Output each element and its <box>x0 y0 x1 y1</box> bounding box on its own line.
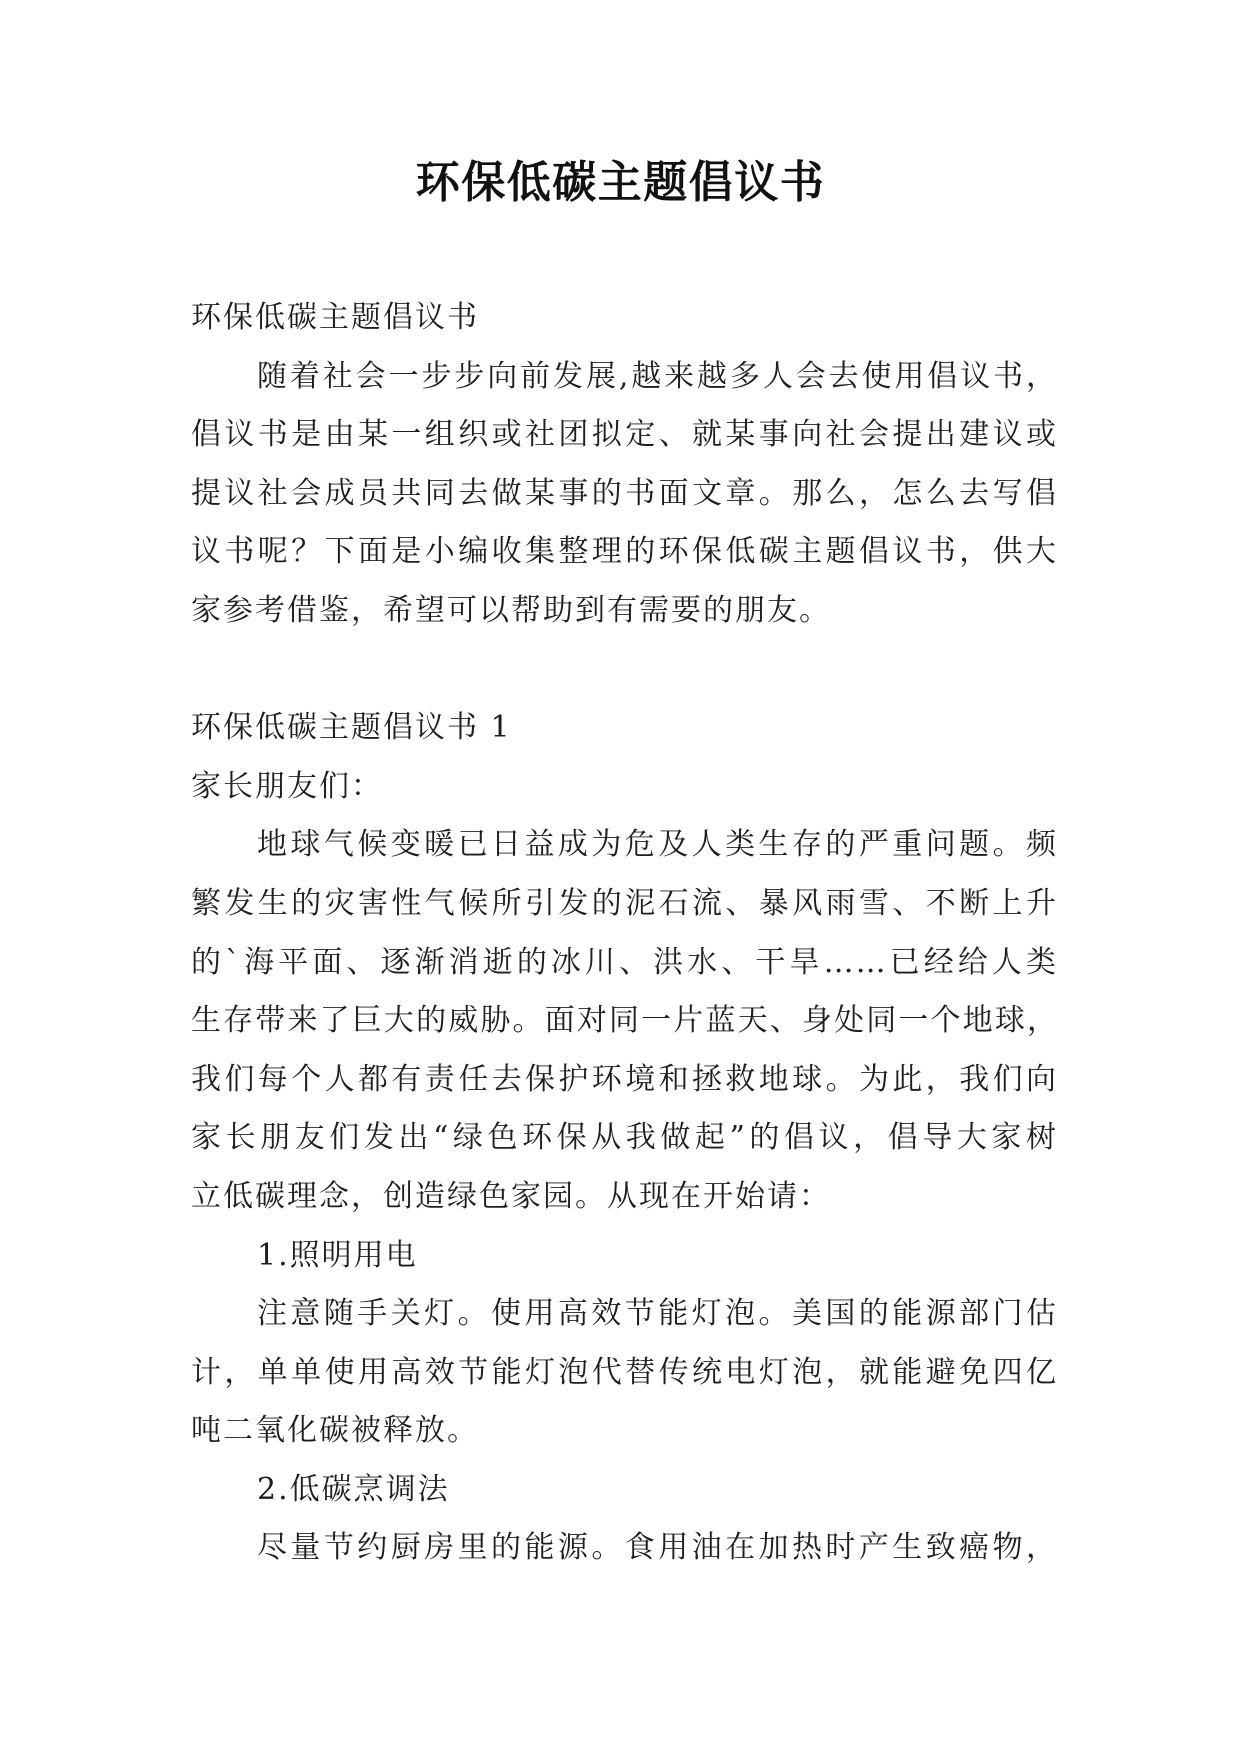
paragraph-line: 计，单单使用高效节能灯泡代替传统电灯泡，就能避免四亿 <box>191 1354 1058 1390</box>
paragraph-line: 家长朋友们发出“绿色环保从我做起”的倡议，倡导大家树 <box>191 1120 1058 1156</box>
paragraph-line: 家参考借鉴，希望可以帮助到有需要的朋友。 <box>191 592 831 628</box>
paragraph-line: 随着社会一步步向前发展,越来越多人会去使用倡议书， <box>257 358 1058 394</box>
paragraph-line: 立低碳理念，创造绿色家园。从现在开始请： <box>191 1178 831 1214</box>
list-item-cooking <box>191 1461 1058 1578</box>
salutation: 家长朋友们： <box>191 768 383 804</box>
list-item-lighting <box>191 1227 1058 1461</box>
document-title: 环保低碳主题倡议书 <box>415 157 826 208</box>
paragraph-line: 地球气候变暖已日益成为危及人类生存的严重问题。频 <box>257 827 1058 863</box>
paragraph-line: 倡议书是由某一组织或社团拟定、就某事向社会提出建议或 <box>191 417 1058 453</box>
paragraph-line: 提议社会成员共同去做某事的书面文章。那么，怎么去写倡 <box>191 475 1058 511</box>
blank-line <box>191 641 1058 700</box>
section-heading: 环保低碳主题倡议书 1 <box>191 710 512 746</box>
paragraph-line: 吨二氧化碳被释放。 <box>191 1413 479 1449</box>
intro-heading: 环保低碳主题倡议书 <box>191 300 479 335</box>
list-item-heading: 1.照明用电 <box>257 1237 418 1273</box>
paragraph-line: 议书呢？下面是小编收集整理的环保低碳主题倡议书，供大 <box>191 534 1058 570</box>
document-body <box>191 289 1058 1578</box>
paragraph-line: 生存带来了巨大的威胁。面对同一片蓝天、身处同一个地球， <box>191 1003 1058 1039</box>
paragraph-line: 注意随手关灯。使用高效节能灯泡。美国的能源部门估 <box>257 1296 1058 1332</box>
list-item-heading: 2.低碳烹调法 <box>257 1471 450 1507</box>
paragraph-line: 尽量节约厨房里的能源。食用油在加热时产生致癌物， <box>257 1530 1058 1566</box>
section-paragraph <box>191 816 1058 1226</box>
intro-paragraph <box>191 348 1058 641</box>
paragraph-line: 我们每个人都有责任去保护环境和拯救地球。为此，我们向 <box>191 1061 1058 1097</box>
paragraph-line: 繁发生的灾害性气候所引发的泥石流、暴风雨雪、不断上升 <box>191 885 1058 921</box>
paragraph-line: 的`海平面、逐渐消逝的冰川、洪水、干旱……已经给人类 <box>191 944 1058 980</box>
